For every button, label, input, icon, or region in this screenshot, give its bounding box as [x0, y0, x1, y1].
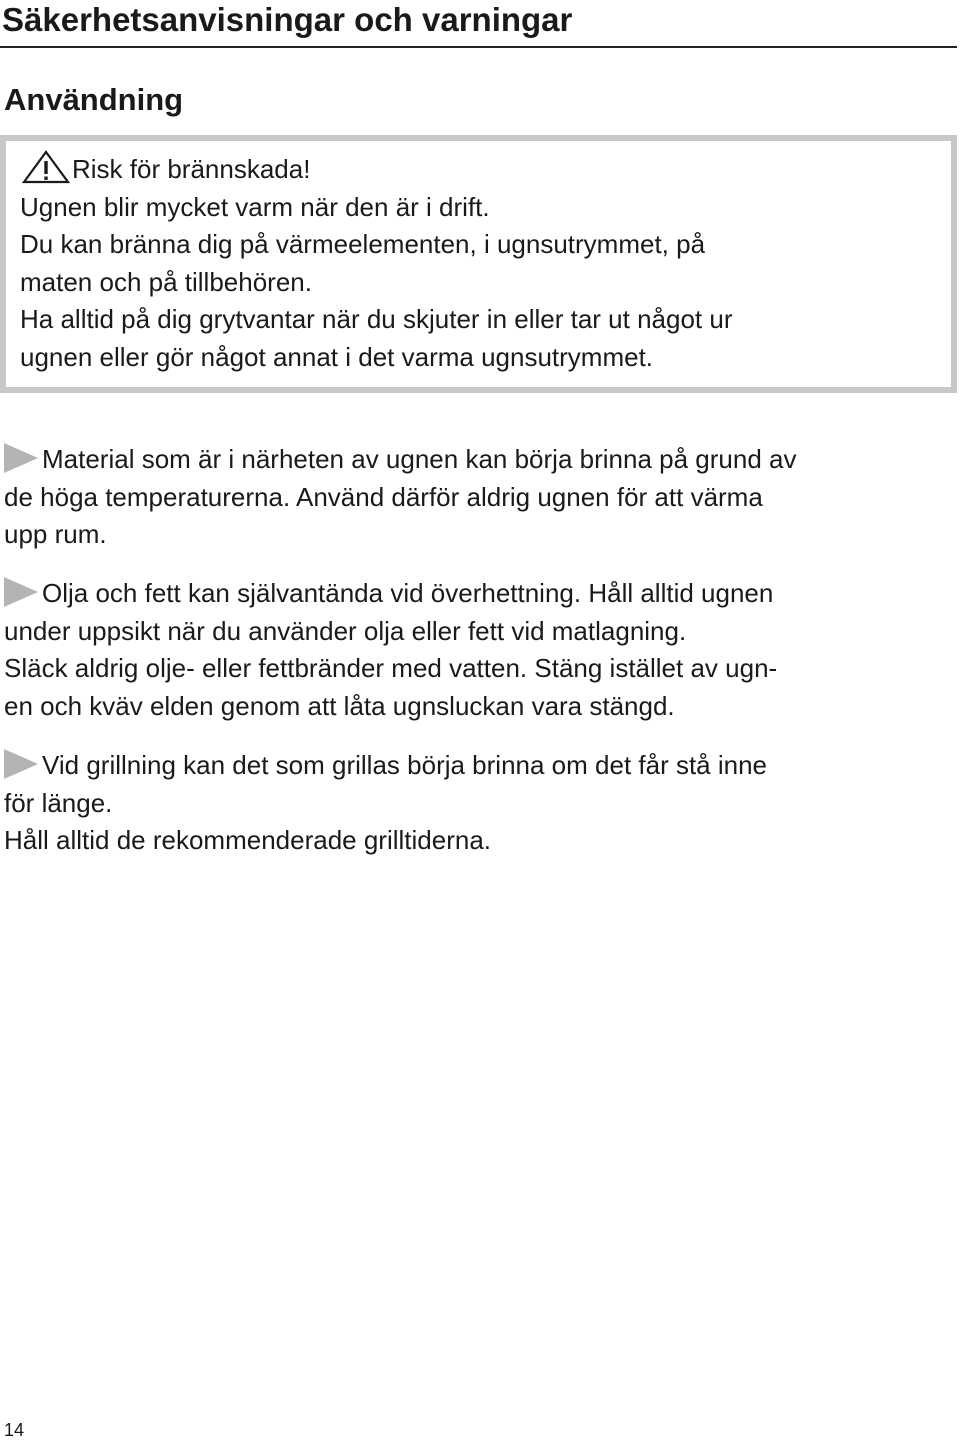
arrow-right-icon	[4, 577, 38, 607]
warning-text	[20, 150, 940, 376]
bullet-line	[4, 747, 954, 785]
warning-triangle-icon	[20, 150, 72, 184]
bullet-line: en och kväv elden genom att låta ugnsluckan vara stängd.	[4, 690, 675, 721]
arrow-right-icon	[4, 749, 38, 779]
bullet-paragraph	[4, 747, 954, 860]
bullet-line: de höga temperaturerna. Använd därför aldrig ugnen för att värma	[4, 481, 763, 512]
bullet-line: upp rum.	[4, 519, 107, 549]
warning-line: maten och på tillbehören.	[20, 266, 312, 297]
bullet-line: Håll alltid de rekommenderade grilltiderna.	[4, 825, 492, 855]
page-number: 14	[4, 1420, 25, 1440]
bullet-paragraph	[4, 441, 954, 554]
bullet-line	[4, 441, 954, 479]
warning-headline: Risk för brännskada!	[72, 154, 311, 184]
bullet-text: Material som är i närheten av ugnen kan börja brinna på grund av	[42, 444, 797, 474]
section-heading: Användning	[4, 82, 184, 117]
warning-line	[20, 150, 940, 189]
bullet-paragraph	[4, 575, 954, 725]
warning-line: Ha alltid på dig grytvantar när du skjuter in eller tar ut något ur	[20, 304, 733, 334]
warning-line: Du kan bränna dig på värmeelementen, i ugnsutrymmet, på	[20, 229, 706, 259]
warning-line: ugnen eller gör något annat i det varma ugnsutrymmet.	[20, 341, 654, 372]
page-title: Säkerhetsanvisningar och varningar	[2, 1, 573, 38]
bullet-line	[4, 575, 954, 613]
bullet-line: Släck aldrig olje- eller fettbränder med vatten. Stäng istället av ugn-	[4, 653, 778, 683]
bullet-text: Vid grillning kan det som grillas börja brinna om det får stå inne	[42, 750, 768, 780]
bullet-line: för länge.	[4, 787, 113, 818]
arrow-right-icon	[4, 443, 38, 473]
bullet-text: Olja och fett kan självantända vid överhettning. Håll alltid ugnen	[42, 578, 774, 608]
bullet-line: under uppsikt när du använder olja eller fett vid matlagning.	[4, 615, 687, 646]
title-divider	[0, 46, 957, 48]
warning-line: Ugnen blir mycket varm när den är i drift.	[20, 191, 490, 222]
